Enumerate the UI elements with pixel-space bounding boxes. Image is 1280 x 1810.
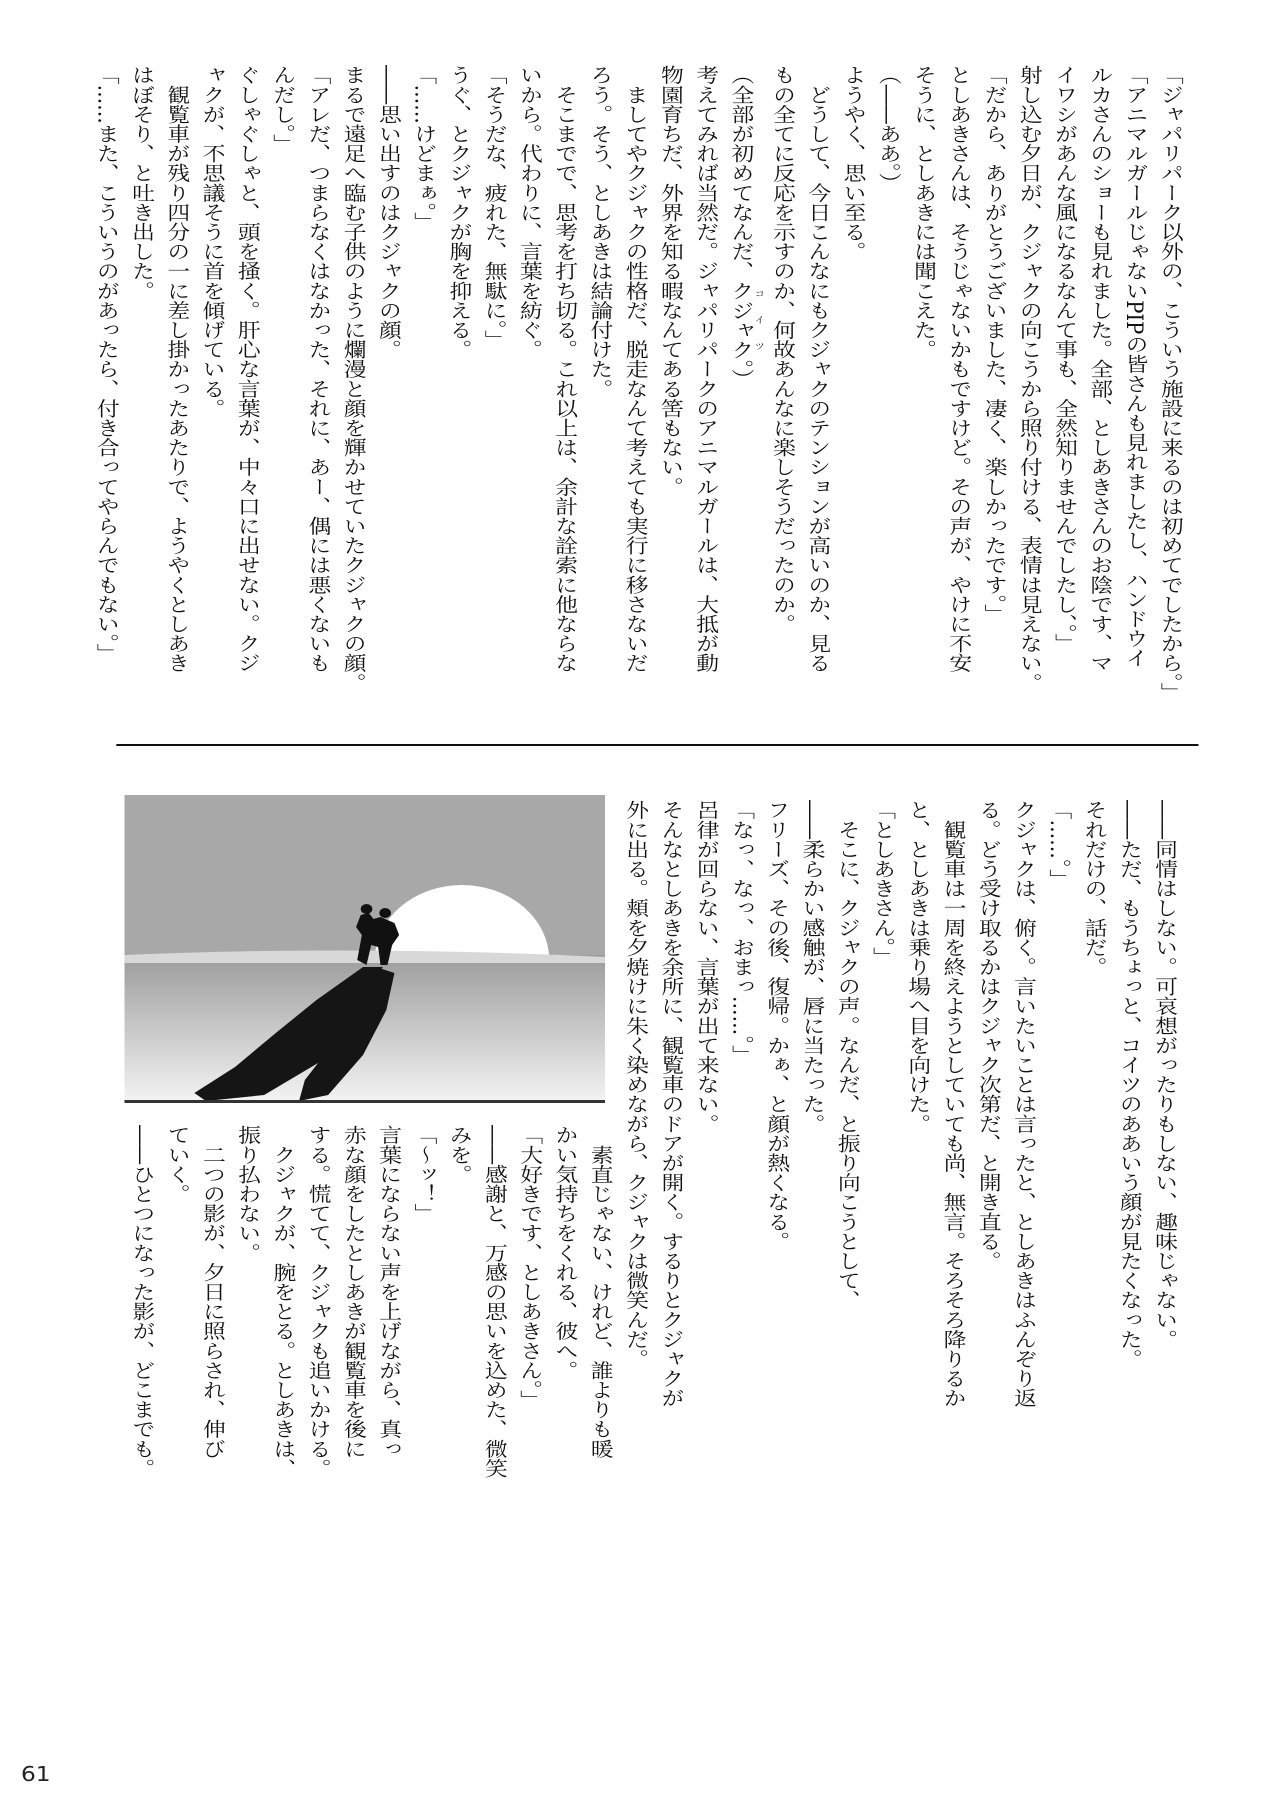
text-column: そこまでで、思考を打ち切る。これ以上は、余計な詮索に他ならな [550, 65, 578, 673]
text-column: ――感謝と、万感の思いを込めた、微笑 [480, 1125, 508, 1478]
text-column: そんなとしあきを余所に、観覧車のドアが開く。するりとクジャクが [657, 800, 685, 1408]
ruby-text: コイツ [752, 280, 764, 360]
text-column: もの全てに反応を示すのか、何故あんなに楽しそうだったのか。 [768, 65, 796, 634]
text-column: ぐしゃぐしゃと、頭を掻く。肝心な言葉が、中々口に出せない。クジ [233, 65, 261, 673]
text-column: ――ひとつになった影が、どこまでも。 [128, 1125, 155, 1478]
text-column: クジャクは、俯く。言いたいことは言ったと、としあきはふんぞり返 [1009, 800, 1037, 1408]
text-column: 言葉にならない声を上げながら、真っ [374, 1125, 402, 1459]
text-block-top [88, 65, 1187, 715]
text-column: 呂律が回らない、言葉が出て来ない。 [692, 800, 720, 1134]
text-column: うぐ、とクジャクが胸を抑える。 [445, 65, 472, 359]
page-number: 61 [20, 1762, 51, 1786]
text-column: そこに、クジャクの声。なんだ、と振り向こうとして、 [833, 800, 861, 1310]
text-column: 振り払わない。 [233, 1125, 261, 1263]
text-column: まるで遠足へ臨む子供のように爛漫と顔を輝かせていたクジャクの顔。 [339, 65, 367, 693]
text-column: いから。代わりに、言葉を紡ぐ。 [515, 65, 543, 359]
text-column: みを。 [445, 1125, 473, 1184]
text-column: フリーズ、その後、復帰。かぁ、と顔が熱くなる。 [763, 800, 790, 1251]
text-block-bottom-left [123, 1125, 617, 1505]
text-column: （――ああ。） [874, 65, 902, 193]
text-column: んだし。」 [268, 65, 296, 154]
text-column: 「……けどまぁ。」 [409, 65, 437, 232]
text-column: かい気持ちをくれる、彼へ。 [551, 1125, 578, 1380]
text-column: 「～ッ！」 [410, 1125, 437, 1223]
text-column: そうに、としあきには聞こえた。 [909, 65, 937, 359]
text-column: はぼそり、と吐き出した。 [127, 65, 155, 301]
text-column: ろう。そう、としあきは結論付けた。 [586, 65, 613, 399]
text-column: 素直じゃない、けれど、誰よりも暖 [586, 1125, 614, 1459]
text-column: 「大好きです、としあきさん。」 [515, 1125, 543, 1410]
text-column: ――思い出すのはクジャクの顔。 [374, 65, 402, 359]
text-block-bottom-right [617, 800, 1181, 1500]
text-column: イワシがあんな風になるなんて事も、全然知りませんでしたし、。」 [1050, 65, 1078, 653]
ruby-annotation [727, 280, 764, 360]
text-column: どうして、今日こんなにもクジャクのテンションが高いのか、見る [804, 65, 831, 673]
text-column: ルカさんのショーも見れました。全部、としあきさんのお陰です、マ [1086, 65, 1113, 673]
section-divider [116, 744, 1198, 746]
text-column: ――同情はしない。可哀想がったりもしない、趣味じゃない。 [1150, 800, 1178, 1349]
text-column: それだけの、話だ。 [1080, 800, 1108, 977]
sunset-illustration [125, 795, 606, 1103]
text-segment: （全部が初めてなんだ、 [727, 65, 754, 281]
text-column: 「アレだ、つまらなくはなかった、それに、あー、偶には悪くないも [304, 65, 331, 673]
text-column: 考えてみれば当然だ。ジャパリパークのアニマルガールは、大抵が動 [691, 65, 719, 673]
text-column: 観覧車が残り四分の一に差し掛かったあたりで、ようやくとしあき [163, 65, 190, 673]
text-column: 「……。」 [1045, 800, 1072, 889]
text-column: ようやく、思い至る。 [839, 65, 867, 261]
text-column: と、としあきは乗り場へ目を向けた。 [904, 800, 931, 1134]
text-column: 射し込む夕日が、クジャクの向こうから照り付ける、表情は見えない。 [1015, 65, 1043, 693]
text-column: る。どう受け取るかはクジャク次第だ、と開き直る。 [974, 800, 1002, 1271]
text-column: 「なっ、なっ、おまっ……。」 [727, 800, 755, 1065]
text-column [722, 65, 764, 715]
text-column: ていく。 [163, 1125, 191, 1204]
text-column: ャクが、不思議そうに首を傾げている。 [198, 65, 226, 418]
text-column: 二つの影が、夕日に照らされ、伸び [198, 1125, 226, 1459]
text-column: 「ジャパリパーク以外の、こういう施設に来るのは初めてでしたから。」 [1156, 65, 1184, 702]
text-column: ――柔らかい感触が、唇に当たった。 [798, 800, 826, 1134]
text-column: 赤な顔をしたとしあきが観覧車を後に [339, 1125, 367, 1459]
text-column: 「……また、こういうのがあったら、付き合ってやらんでもない。」 [92, 65, 120, 663]
text-column: 物園育ちだ、外界を知る暇なんてある筈もない。 [656, 65, 684, 497]
text-column: ましてやクジャクの性格だ、脱走なんて考えても実行に移さないだ [621, 65, 649, 673]
text-column: 「アニマルガールじゃないPIPの皆さんも見れましたし、ハンドウイ [1121, 65, 1149, 668]
text-column: 観覧車は一周を終えようとしていても尚、無言。そろそろ降りるか [939, 800, 967, 1408]
ruby-base: クジャク [727, 280, 754, 360]
text-segment: 。） [727, 359, 754, 389]
text-column: 外に出る。頬を夕焼けに朱く染めながら、クジャクは微笑んだ。 [621, 800, 649, 1369]
text-column: 「だから、ありがとうございました、凄く、楽しかったです。」 [980, 65, 1008, 624]
text-column: 「そうだな、疲れた、無駄に。」 [480, 65, 508, 350]
text-column: ――ただ、もうちょっと、コイツのああいう顔が見たくなった。 [1115, 800, 1143, 1369]
text-column: としあきさんは、そうじゃないかもですけど。その声が、やけに不安 [945, 65, 972, 673]
text-column: 「としあきさん。」 [868, 800, 896, 967]
text-column: する。慌てて、クジャクも追いかける。 [304, 1125, 332, 1478]
text-column: クジャクが、腕をとる。としあきは、 [269, 1125, 296, 1478]
